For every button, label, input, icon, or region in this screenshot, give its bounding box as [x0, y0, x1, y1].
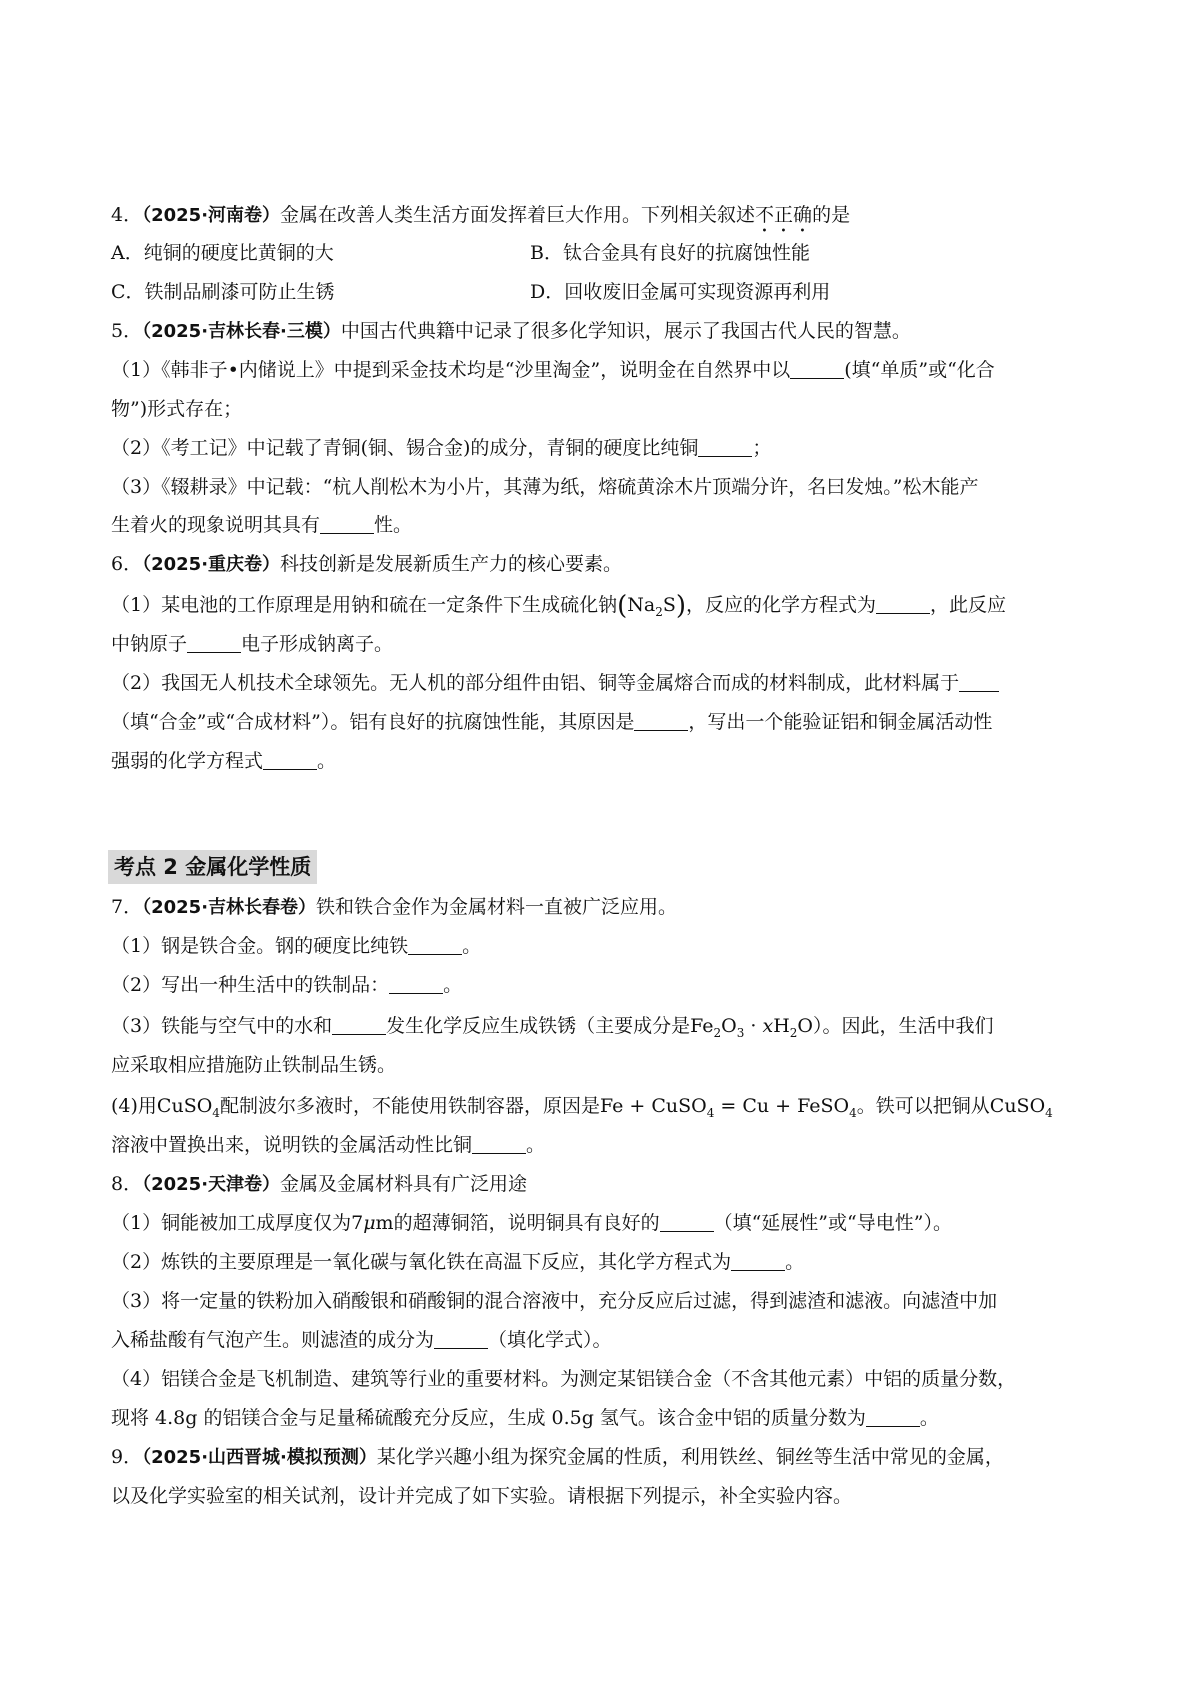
q4-source: （2025·河南卷） [142, 205, 281, 226]
q8-sub3: （3）将一定量的铁粉加入硝酸银和硝酸铜的混合溶液中，充分反应后过滤，得到滤渣和滤液。向滤渣中加 [111, 1290, 998, 1312]
answer-blank[interactable] [434, 1328, 488, 1349]
q7-sub2: （2）写出一种生活中的铁制品： 。 [111, 974, 463, 996]
answer-blank[interactable] [876, 593, 930, 614]
q9-number: 9． [111, 1446, 143, 1468]
q6-sub2: （2）我国无人机技术全球领先。无人机的部分组件由铝、铜等金属熔合而成的材料制成，此材料属于 [111, 668, 1096, 698]
answer-blank[interactable] [472, 1133, 526, 1154]
q7-sub3: （3）铁能与空气中的水和 发生化学反应生成铁锈（主要成分是$Fe_2O_3 \cdot xH_2O$）。因此，生活中我们 [111, 1015, 994, 1040]
answer-blank[interactable] [866, 1406, 920, 1427]
q5-sub3: （3）《辍耕录》中记载：“杭人削松木为小片，其薄为纸，熔硫黄涂木片顶端分许，名曰发烛。”松木能产 [111, 476, 979, 498]
na2s-formula: $Na_2S$ [627, 594, 676, 619]
q9-stem: 9．（2025·山西晋城·模拟预测）某化学兴趣小组为探究金属的性质，利用铁丝、铜丝等生活中常见的金属， [111, 1446, 1004, 1468]
q7-sub1: （1）钢是铁合金。钢的硬度比纯铁 。 [111, 935, 482, 957]
q6-sub2-cont2: 强弱的化学方程式 。 [111, 750, 337, 772]
answer-blank[interactable] [263, 749, 317, 770]
answer-blank[interactable] [187, 632, 241, 653]
q6-number: 6． [111, 553, 143, 575]
q4-number: 4． [111, 204, 143, 226]
q4-option-a: A．纯铜的硬度比黄铜的大 [111, 242, 334, 264]
q9-source: （2025·山西晋城·模拟预测） [142, 1447, 377, 1468]
q4-option-d: D．回收废旧金属可实现资源再利用 [530, 281, 831, 303]
thickness-value: 7μm [351, 1212, 394, 1234]
answer-blank[interactable] [408, 934, 462, 955]
answer-blank[interactable] [959, 671, 999, 692]
q7-sub4-cont: 溶液中置换出来，说明铁的金属活动性比铜 。 [111, 1134, 546, 1156]
rust-formula: $Fe_2O_3 \cdot xH_2O$ [690, 1015, 813, 1040]
answer-blank[interactable] [660, 1211, 714, 1232]
q5-source: （2025·吉林长春·三模） [142, 321, 341, 342]
q7-sub3-cont: 应采取相应措施防止铁制品生锈。 [111, 1054, 397, 1076]
q5-sub3-cont: 生着火的现象说明其具有 性。 [111, 514, 413, 536]
q7-source: （2025·吉林长春卷） [142, 897, 317, 918]
q7-sub4: (4)用CuSO$_4$配制波尔多液时，不能使用铁制容器，原因是Fe + CuSO$_4$ = Cu + FeSO$_4$。铁可以把铜从CuSO$_4$ [111, 1095, 1053, 1120]
q4-stem: 4．（2025·河南卷）金属在改善人类生活方面发挥着巨大作用。下列相关叙述不正确的是 [111, 204, 851, 226]
q5-stem: 5．（2025·吉林长春·三模）中国古代典籍中记录了很多化学知识，展示了我国古代人民的智慧。 [111, 320, 911, 342]
reaction-equation: Fe + CuSO$_4$ = Cu + FeSO$_4$ [599, 1095, 857, 1120]
q8-source: （2025·天津卷） [142, 1174, 281, 1195]
answer-blank[interactable] [790, 358, 844, 379]
q5-sub1-cont: 物”)形式存在； [111, 398, 243, 420]
q6-sub1: （1）某电池的工作原理是用钠和硫在一定条件下生成硫化钠$(Na_2S)$，反应的化学方程式为 ，此反应 [111, 591, 1007, 621]
q4-emphasis: 不正确 [755, 204, 813, 226]
q6-stem: 6．（2025·重庆卷）科技创新是发展新质生产力的核心要素。 [111, 553, 623, 575]
q6-sub2-cont: （填“合金”或“合成材料”）。铝有良好的抗腐蚀性能，其原因是 ，写出一个能验证铝和铜金属活动性 [111, 711, 993, 733]
q8-sub4-cont: 现将 4.8g 的铝镁合金与足量稀硫酸充分反应，生成 0.5g 氢气。该合金中铝的质量分数为 。 [111, 1407, 939, 1429]
q6-source: （2025·重庆卷） [142, 554, 281, 575]
answer-blank[interactable] [332, 1014, 386, 1035]
q4-option-b: B．钛合金具有良好的抗腐蚀性能 [530, 242, 810, 264]
q8-sub1: （1）铜能被加工成厚度仅为7μm的超薄铜箔，说明铜具有良好的 （填“延展性”或“导电性”）。 [111, 1212, 952, 1234]
cuso4-formula: CuSO$_4$ [989, 1095, 1053, 1120]
q7-number: 7． [111, 896, 143, 918]
q5-sub2: （2）《考工记》中记载了青铜(铜、锡合金)的成分，青铜的硬度比纯铜 ； [111, 437, 772, 459]
answer-blank[interactable] [320, 513, 374, 534]
q5-sub1: （1）《韩非子•内储说上》中提到采金技术均是“沙里淘金”，说明金在自然界中以 (填“单质”或“化合 [111, 359, 995, 381]
section-heading: 考点 2 金属化学性质 [108, 850, 317, 884]
q8-sub3-cont: 入稀盐酸有气泡产生。则滤渣的成分为 （填化学式）。 [111, 1329, 612, 1351]
q7-stem: 7．（2025·吉林长春卷）铁和铁合金作为金属材料一直被广泛应用。 [111, 896, 678, 918]
q8-sub2: （2）炼铁的主要原理是一氧化碳与氧化铁在高温下反应，其化学方程式为 。 [111, 1251, 805, 1273]
q9-stem-cont: 以及化学实验室的相关试剂，设计并完成了如下实验。请根据下列提示，补全实验内容。 [111, 1485, 853, 1507]
q8-number: 8． [111, 1173, 143, 1195]
q8-sub4: （4）铝镁合金是飞机制造、建筑等行业的重要材料。为测定某铝镁合金（不含其他元素）中铝的质量分数， [111, 1368, 1017, 1390]
q8-stem: 8．（2025·天津卷）金属及金属材料具有广泛用途 [111, 1173, 528, 1195]
q4-option-c: C．铁制品刷漆可防止生锈 [111, 281, 335, 303]
answer-blank[interactable] [698, 436, 752, 457]
q5-number: 5． [111, 320, 143, 342]
q6-sub1-cont: 中钠原子 电子形成钠离子。 [111, 633, 394, 655]
answer-blank[interactable] [731, 1250, 785, 1271]
answer-blank[interactable] [389, 973, 443, 994]
answer-blank[interactable] [634, 710, 688, 731]
cuso4-formula: CuSO$_4$ [156, 1095, 220, 1120]
